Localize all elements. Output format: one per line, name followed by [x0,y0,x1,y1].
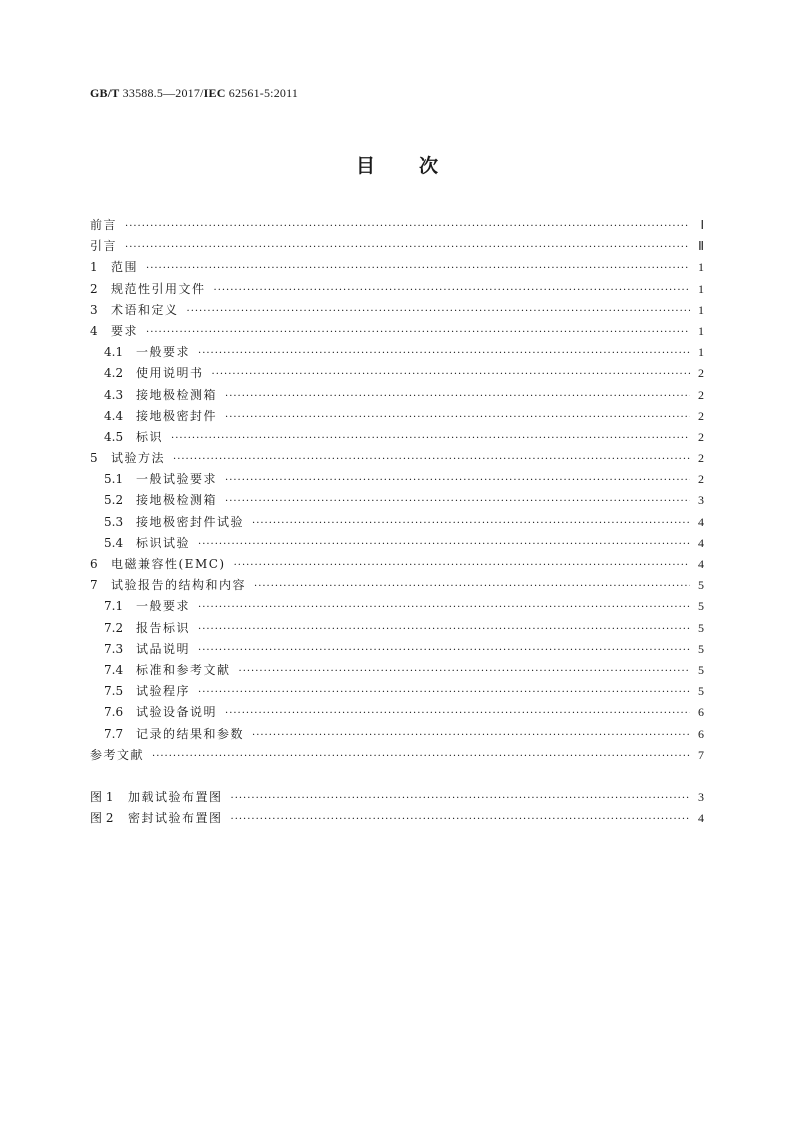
toc-entry[interactable] [90,364,704,385]
toc-entry-label: 范围 [111,260,139,275]
toc-page-number: 1 [698,345,704,360]
dot-leader [225,708,690,719]
toc-entry[interactable] [90,407,704,428]
toc-page-number: 2 [698,451,704,466]
toc-page-number: 4 [698,514,704,529]
toc-entry[interactable] [90,576,704,597]
toc-page-number: 4 [698,535,704,550]
toc-entry-number: 7 [90,578,98,593]
toc-entry-number: 4.3 [104,387,124,402]
toc-entry-number: 3 [90,302,98,317]
table-of-contents [90,216,704,830]
toc-page-number: 2 [698,387,704,402]
toc-page-number: 4 [698,557,704,571]
standard-number: 33588.5—2017/ [119,86,204,100]
toc-entry[interactable] [90,703,704,724]
toc-entry-label: 报告标识 [136,620,191,635]
toc-page-number: 2 [698,408,704,423]
toc-entry-label: 要求 [111,323,139,338]
figure-list-item[interactable] [90,788,704,809]
toc-entry-number: 7.4 [104,662,124,677]
toc-entry-number: 4.4 [104,408,124,423]
toc-entry[interactable] [90,640,704,661]
toc-entry[interactable] [90,216,704,237]
toc-entry[interactable] [90,428,704,449]
dot-leader [252,730,690,741]
dot-leader [252,518,690,529]
dot-leader [171,433,690,444]
dot-leader [146,263,690,274]
toc-entry-label: 试验报告的结构和内容 [111,578,247,593]
toc-entry[interactable] [90,258,704,279]
dot-leader [198,687,690,698]
toc-entry-number: 1 [90,260,98,275]
dot-leader [225,475,690,486]
standard-prefix: GB/T [90,86,120,100]
toc-page-number: 1 [698,302,704,317]
toc-entry-label: 接地极检测箱 [136,387,218,402]
dot-leader [225,391,690,402]
toc-entry[interactable] [90,555,704,576]
dot-leader [173,454,690,465]
dot-leader [198,645,690,656]
toc-entry-label: 引言 [90,239,118,254]
figure-number: 图 1 [90,789,114,804]
dot-leader [254,581,690,592]
page-title: 目次 [355,155,482,177]
toc-entry[interactable] [90,470,704,491]
dot-leader [125,242,690,253]
dot-leader [146,327,690,338]
toc-entry-number: 7.3 [104,641,124,656]
figure-number: 图 2 [90,811,114,826]
toc-entry[interactable] [90,322,704,343]
toc-entry-number: 5.3 [104,514,124,529]
toc-entry[interactable] [90,343,704,364]
toc-entry-number: 6 [90,557,98,571]
figure-list-item[interactable] [90,809,704,830]
toc-page-number: 3 [698,789,704,804]
toc-entry[interactable] [90,725,704,746]
toc-page-number: 5 [698,684,704,699]
toc-page-number: 7 [698,747,704,762]
toc-entry[interactable] [90,597,704,618]
toc-entry-number: 7.1 [104,599,124,614]
toc-page-number: 2 [698,429,704,444]
toc-entry-label: 前言 [90,218,118,232]
toc-page-number: 2 [698,472,704,487]
toc-entry[interactable] [90,386,704,407]
toc-page-number: Ⅰ [700,218,704,232]
dot-leader [234,560,690,571]
dot-leader [239,666,690,677]
toc-entry[interactable] [90,619,704,640]
toc-entry-number: 5.1 [104,472,124,487]
toc-page-number: 4 [698,811,704,826]
dot-leader [231,793,690,804]
dot-leader [214,285,690,296]
toc-page-number: 3 [698,493,704,508]
section-spacer [90,767,704,788]
toc-entry[interactable] [90,746,704,767]
document-header [90,86,298,101]
toc-page-number: 6 [698,705,704,720]
toc-page-number: 5 [698,578,704,593]
toc-entry-number: 2 [90,281,98,296]
dot-leader [152,751,690,762]
toc-entry-number: 4 [90,323,98,338]
toc-entry-label: 参考文献 [90,747,145,762]
toc-entry-label: 使用说明书 [136,366,204,381]
toc-entry[interactable] [90,301,704,322]
dot-leader [198,348,690,359]
toc-entry-number: 4.2 [104,366,124,381]
toc-entry-label: 一般试验要求 [136,472,218,487]
dot-leader [225,496,690,507]
toc-entry-label: 记录的结果和参数 [136,726,245,741]
toc-entry-number: 4.5 [104,429,124,444]
toc-entry-label: 试验设备说明 [136,705,218,720]
dot-leader [198,602,690,613]
toc-page-number: 5 [698,620,704,635]
figure-title: 加载试验布置图 [128,789,223,804]
dot-leader [198,539,690,550]
iec-prefix: IEC [203,86,226,100]
toc-page-number: 2 [698,366,704,381]
toc-page-number: 1 [698,281,704,296]
toc-entry-label: 一般要求 [136,599,191,614]
toc-entry-number: 5.4 [104,535,124,550]
toc-entry-label: 试验方法 [111,451,166,466]
toc-entry-number: 7.2 [104,620,124,635]
toc-page-number: 5 [698,662,704,677]
toc-entry-number: 5.2 [104,493,124,508]
toc-entry-label: 标识试验 [136,535,191,550]
toc-entry[interactable] [90,661,704,682]
toc-entry[interactable] [90,280,704,301]
iec-number: 62561-5:2011 [225,86,299,100]
toc-page-number: 1 [698,260,704,275]
toc-entry-number: 4.1 [104,345,124,360]
toc-page-number: 5 [698,641,704,656]
dot-leader [212,369,690,380]
toc-entry-label: 标识 [136,429,164,444]
toc-entry[interactable] [90,237,704,258]
toc-entry-label: 一般要求 [136,345,191,360]
toc-entry-number: 7.7 [104,726,124,741]
toc-entry-label: 试品说明 [136,641,191,656]
toc-entry-number: 5 [90,451,98,466]
toc-page-number: 6 [698,726,704,741]
dot-leader [198,624,690,635]
toc-page-number: 1 [698,323,704,338]
toc-entry-number: 7.6 [104,705,124,720]
toc-entry-label: 规范性引用文件 [111,281,206,296]
dot-leader [125,221,690,232]
toc-entry[interactable] [90,491,704,512]
dot-leader [225,412,690,423]
toc-entry-label: 标准和参考文献 [136,662,231,677]
figure-title: 密封试验布置图 [128,811,223,826]
dot-leader [187,306,690,317]
toc-entry-label: 试验程序 [136,684,191,699]
toc-entry-label: 接地极密封件试验 [136,514,245,529]
toc-entry-label: 接地极密封件 [136,408,218,423]
toc-entry[interactable] [90,449,704,470]
toc-page-number: 5 [698,599,704,614]
toc-entry-label: 术语和定义 [111,302,179,317]
dot-leader [231,814,690,825]
toc-page-number: Ⅱ [698,239,704,254]
toc-entry[interactable] [90,682,704,703]
toc-entry[interactable] [90,534,704,555]
toc-entry[interactable] [90,513,704,534]
toc-entry-label: 接地极检测箱 [136,493,218,508]
toc-entry-number: 7.5 [104,684,124,699]
toc-entry-label: 电磁兼容性(EMC) [111,557,226,571]
